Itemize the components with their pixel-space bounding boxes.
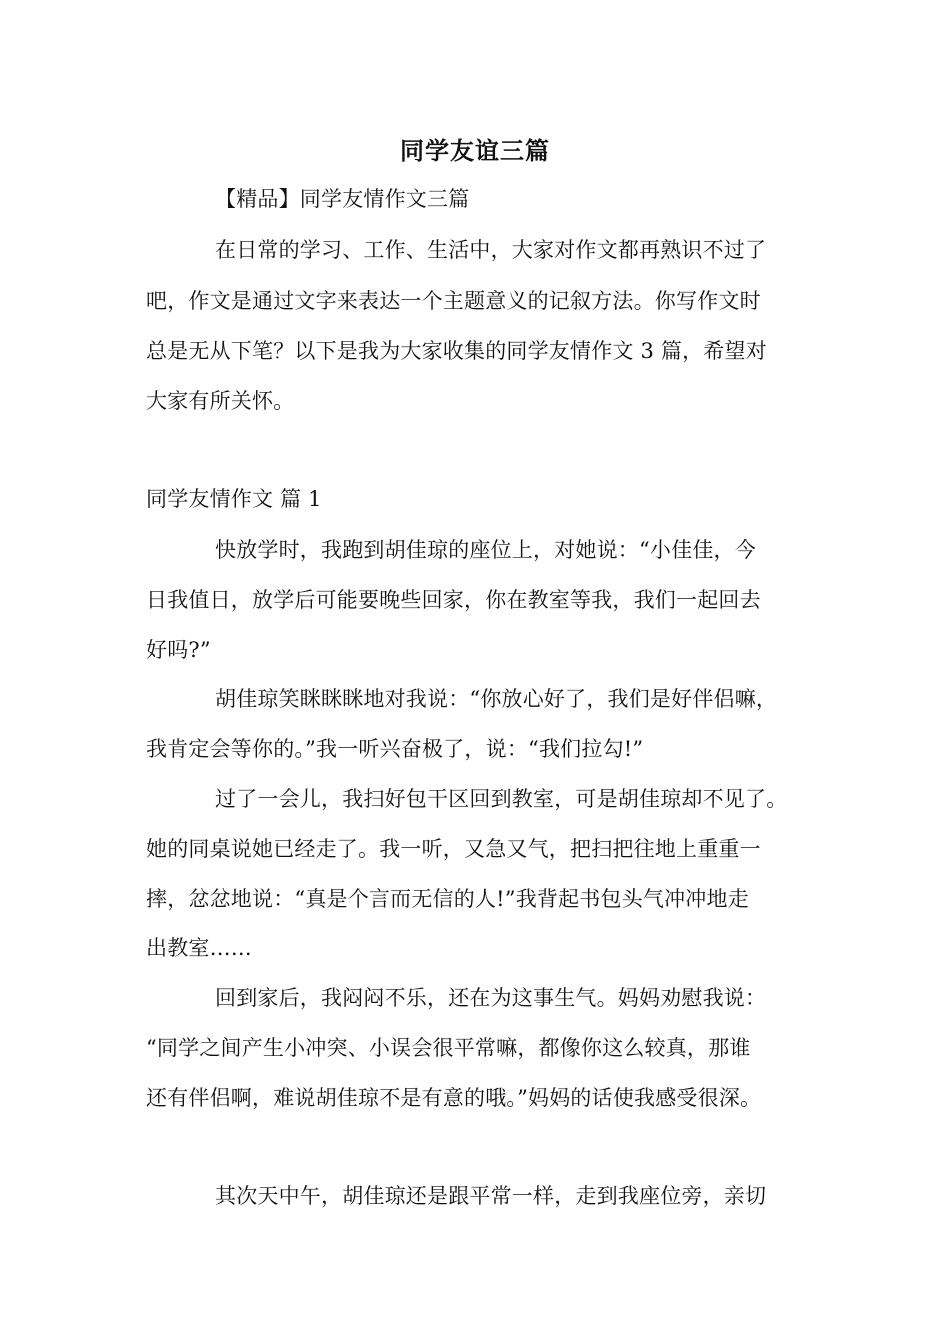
subtitle-line: 【精品】同学友情作文三篇 — [215, 187, 470, 211]
paragraph-line: 吧，作文是通过文字来表达一个主题意义的记叙方法。你写作文时 — [146, 289, 761, 313]
paragraph-line: 好吗?” — [146, 638, 211, 662]
paragraph-line: 快放学时，我跑到胡佳琼的座位上，对她说：“小佳佳，今 — [215, 538, 756, 562]
paragraph-line: 大家有所关怀。 — [146, 389, 295, 413]
paragraph-line: 她的同桌说她已经走了。我一听，又急又气，把扫把往地上重重一 — [146, 837, 761, 861]
paragraph-line: 胡佳琼笑眯眯眯地对我说：“你放心好了，我们是好伴侣嘛， — [215, 687, 778, 711]
paragraph-line: 回到家后，我闷闷不乐，还在为这事生气。妈妈劝慰我说： — [215, 986, 767, 1010]
paragraph-line: 还有伴侣啊，难说胡佳琼不是有意的哦。”妈妈的话使我感受很深。 — [146, 1086, 762, 1110]
paragraph-line: 摔，忿忿地说：“真是个言而无信的人!”我背起书包头气冲冲地走 — [146, 887, 749, 911]
paragraph-line: 在日常的学习、工作、生活中，大家对作文都再熟识不过了 — [215, 238, 767, 262]
section-heading: 同学友情作文 篇 1 — [146, 487, 322, 511]
paragraph-line: 总是无从下笔？以下是我为大家收集的同学友情作文 3 篇，希望对 — [146, 339, 767, 363]
paragraph-line: 我肯定会等你的。”我一听兴奋极了，说：“我们拉勾!” — [146, 737, 644, 761]
paragraph-line: “同学之间产生小冲突、小误会很平常嘛，都像你这么较真，那谁 — [146, 1036, 751, 1060]
paragraph-line: 其次天中午，胡佳琼还是跟平常一样，走到我座位旁，亲切 — [215, 1184, 767, 1208]
paragraph-line: 过了一会儿，我扫好包干区回到教室，可是胡佳琼却不见了。 — [215, 787, 788, 811]
paragraph-line: 出教室…… — [146, 936, 252, 960]
document-title: 同学友谊三篇 — [400, 136, 550, 165]
paragraph-line: 日我值日，放学后可能要晚些回家，你在教室等我，我们一起回去 — [146, 588, 761, 612]
